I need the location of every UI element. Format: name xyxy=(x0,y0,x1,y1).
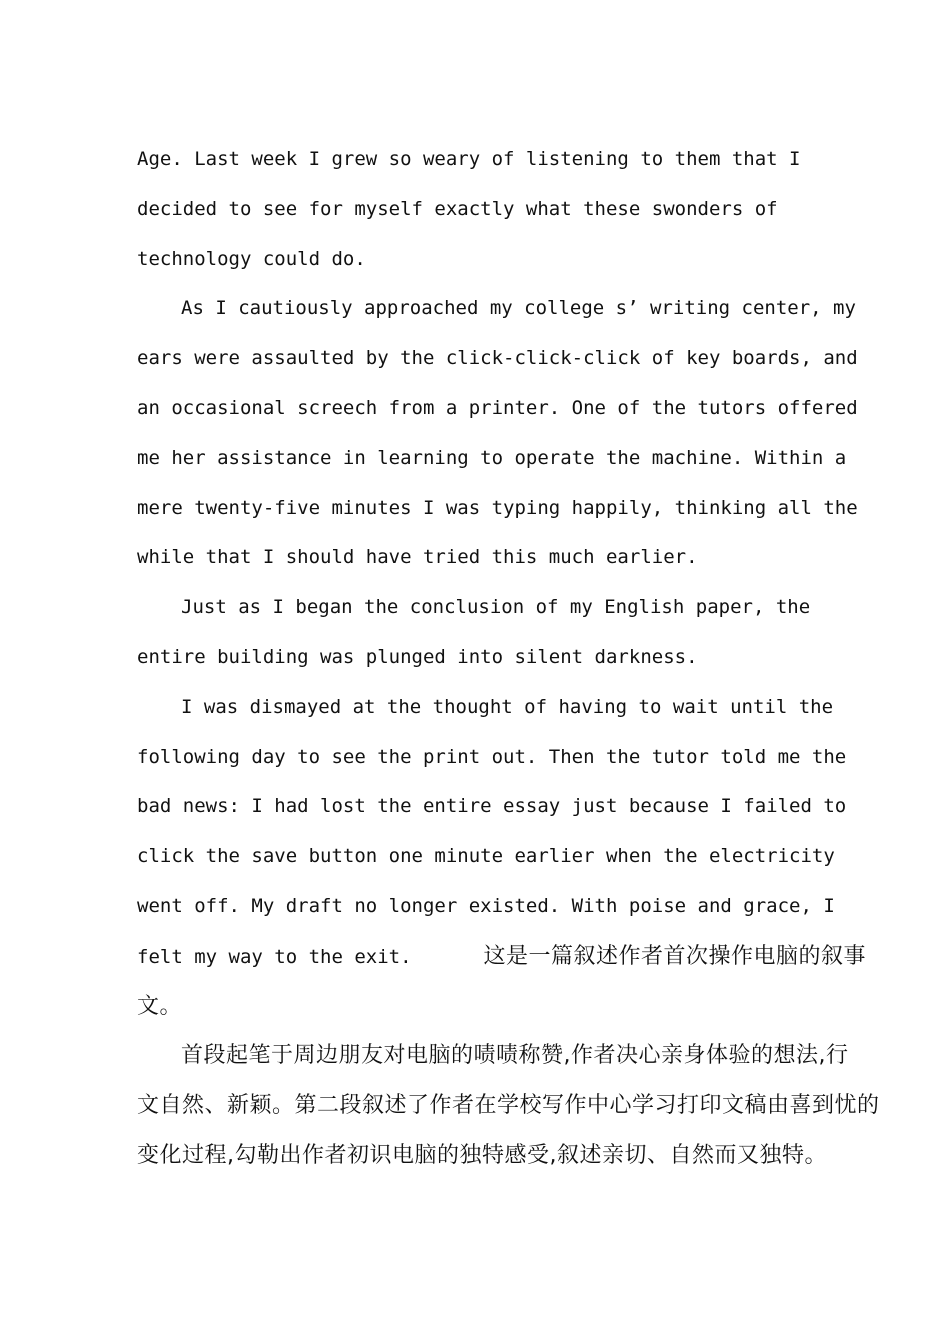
text-line: Just as I began the conclusion of my English paper, the xyxy=(181,596,811,619)
text-line: me her assistance in learning to operate the machine. Within a xyxy=(137,446,847,469)
text-line: decided to see for myself exactly what these swonders of xyxy=(137,197,778,220)
text-line: an occasional screech from a printer. One of the tutors offered xyxy=(137,396,858,419)
text-line: mere twenty-five minutes I was typing happily, thinking all the xyxy=(137,496,858,519)
paragraph-1 xyxy=(137,135,865,284)
text-line: ears were assaulted by the click-click-click of key boards, and xyxy=(137,347,858,370)
text-line: while that I should have tried this much earlier. xyxy=(137,546,698,569)
text-line: 变化过程,勾勒出作者初识电脑的独特感受,叙述亲切、自然而又独特。 xyxy=(137,1142,827,1168)
text-line: 文。 xyxy=(137,993,183,1019)
paragraph-3 xyxy=(137,583,865,683)
mixed-text-line xyxy=(137,932,865,982)
text-line: As I cautiously approached my college s’ writing center, my xyxy=(181,297,856,320)
text-line: went off. My draft no longer existed. With poise and grace, I xyxy=(137,894,835,917)
text-line: Age. Last week I grew so weary of listening to them that I xyxy=(137,148,801,170)
text-line: 首段起笔于周边朋友对电脑的啧啧称赞,作者决心亲身体验的想法,行 xyxy=(181,1043,849,1069)
text-line: technology could do. xyxy=(137,247,366,270)
text-line-end-english: felt my way to the exit. xyxy=(137,945,412,968)
text-line-start-chinese: 这是一篇叙述作者首次操作电脑的叙事 xyxy=(483,943,867,969)
paragraph-2 xyxy=(137,284,865,583)
text-line: bad news: I had lost the entire essay just because I failed to xyxy=(137,795,847,818)
paragraph-4 xyxy=(137,683,865,1032)
text-line: following day to see the print out. Then the tutor told me the xyxy=(137,745,847,768)
text-line: click the save button one minute earlier when the electricity xyxy=(137,845,835,868)
paragraph-5 xyxy=(137,1031,880,1180)
text-line: entire building was plunged into silent darkness. xyxy=(137,645,698,668)
text-line: I was dismayed at the thought of having to wait until the xyxy=(181,695,834,718)
document-body xyxy=(137,135,880,1181)
text-line: 文自然、新颖。第二段叙述了作者在学校写作中心学习打印文稿由喜到忧的 xyxy=(137,1093,880,1119)
